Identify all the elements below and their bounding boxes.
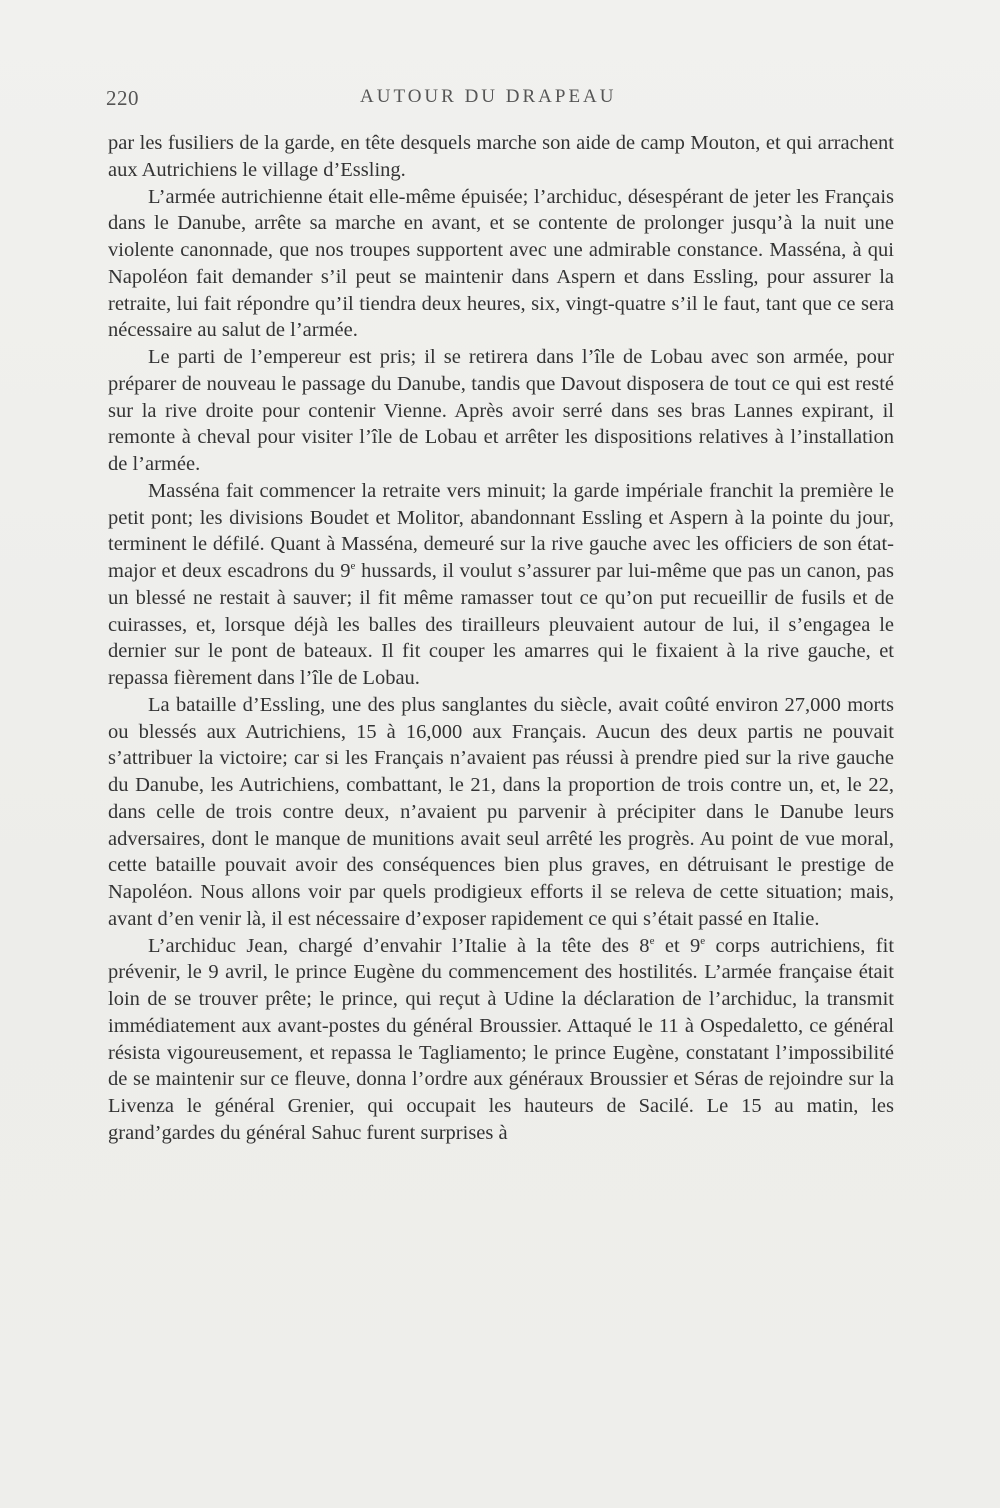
paragraph-4-part-2: hussards, il voulut s’assurer par lui-même que pas un canon, pas un blessé ne restait à sauver; il fit même ramasser tout ce qu’on put recueillir de fusils et de cuirasses, et, lorsque déjà les balles des tirailleurs pleuvaient autour de lui, il s’engagea le dernier sur le pont de bateaux. Il fit couper les amarres qui le fixaient à la rive gauche, et repassa fièrement dans l’île de Lobau.	[108, 560, 894, 689]
ordinal-superscript: e	[700, 934, 706, 947]
paragraph-6-part-3: corps autrichiens, fit prévenir, le 9 avril, le prince Eugène du commencement des hostilités. L’armée française était loin de se trouver prête; le prince, qui reçut à Udine la déclaration de l’archiduc, la transmit immédiatement aux avant-postes du général Broussier. Attaqué le 11 à Ospedaletto, ce général résista vigoureusement, et repassa le Tagliamento; le prince Eugène, constatant l’impossibilité de se maintenir sur ce fleuve, donna l’ordre aux généraux Broussier et Séras de rejoindre sur la Livenza le général Grenier, qui occupait les hauteurs de Sacilé. Le 15 au matin, les grand’gardes du général Sahuc furent surprises à	[108, 934, 895, 1144]
page-header	[0, 86, 1000, 116]
paragraph-3: Le parti de l’empereur est pris; il se retirera dans l’île de Lobau avec son armée, pour préparer de nouveau le passage du Danube, tandis que Davout disposera de tout ce qui est resté sur la rive droite pour contenir Vienne. Après avoir serré dans ses bras Lannes expirant, il remonte à cheval pour visiter l’île de Lobau et arrêter les dispositions relatives à l’installation de l’armée.	[108, 346, 894, 475]
paragraph-6	[108, 933, 894, 1147]
running-title: AUTOUR DU DRAPEAU	[360, 86, 617, 107]
paragraph-2: L’armée autrichienne était elle-même épuisée; l’archiduc, désespérant de jeter les Français dans le Danube, arrête sa marche en avant, et se contente de prolonger jusqu’à la nuit une violente canonnade, que nos troupes supportent avec une admirable constance. Masséna, à qui Napoléon fait demander s’il peut se maintenir dans Aspern et dans Essling, pour assurer la retraite, lui fait répondre qu’il tiendra deux heures, six, vingt-quatre s’il le faut, tant que ce sera nécessaire au salut de l’armée.	[108, 185, 894, 342]
page-number: 220	[106, 86, 139, 110]
paragraph-4	[108, 478, 894, 692]
ordinal-superscript: e	[649, 934, 655, 947]
ordinal-superscript: e	[350, 560, 356, 572]
paragraph-5: La bataille d’Essling, une des plus sanglantes du siècle, avait coûté environ 27,000 morts ou blessés aux Autrichiens, 15 à 16,000 aux Français. Aucun des deux partis ne pouvait s’attribuer la victoire; car si les Français n’avaient pas réussi à prendre pied sur la rive gauche du Danube, les Autrichiens, combattant, le 21, dans la proportion de trois contre un, et, le 22, dans celle de trois contre deux, n’avaient pu parvenir à précipiter dans le Danube leurs adversaires, dont le manque de munitions avait seul arrêté les progrès. Au point de vue moral, cette bataille pouvait avoir des conséquences bien plus graves, en détruisant le prestige de Napoléon. Nous allons voir par quels prodigieux efforts il se releva de cette situation; mais, avant d’en venir là, il est nécessaire d’exposer rapidement ce qui s’était passé en Italie.	[108, 693, 894, 930]
paragraph-6-part-2: et 9	[654, 934, 701, 957]
paragraph-4-part-1: Masséna fait commencer la retraite vers minuit; la garde impériale franchit la première le petit pont; les divisions Boudet et Molitor, abandonnant Essling et Aspern à la pointe du jour, terminent le défilé. Quant à Masséna, demeuré sur la rive gauche avec les officiers de son état-major et deux escadrons du 9	[108, 479, 894, 582]
body-text	[108, 130, 894, 1147]
paragraph-6-part-1: L’archiduc Jean, chargé d’envahir l’Italie à la tête des 8	[148, 934, 650, 957]
paragraph-1: par les fusiliers de la garde, en tête desquels marche son aide de camp Mouton, et qui arrachent aux Autrichiens le village d’Essling.	[108, 132, 894, 181]
